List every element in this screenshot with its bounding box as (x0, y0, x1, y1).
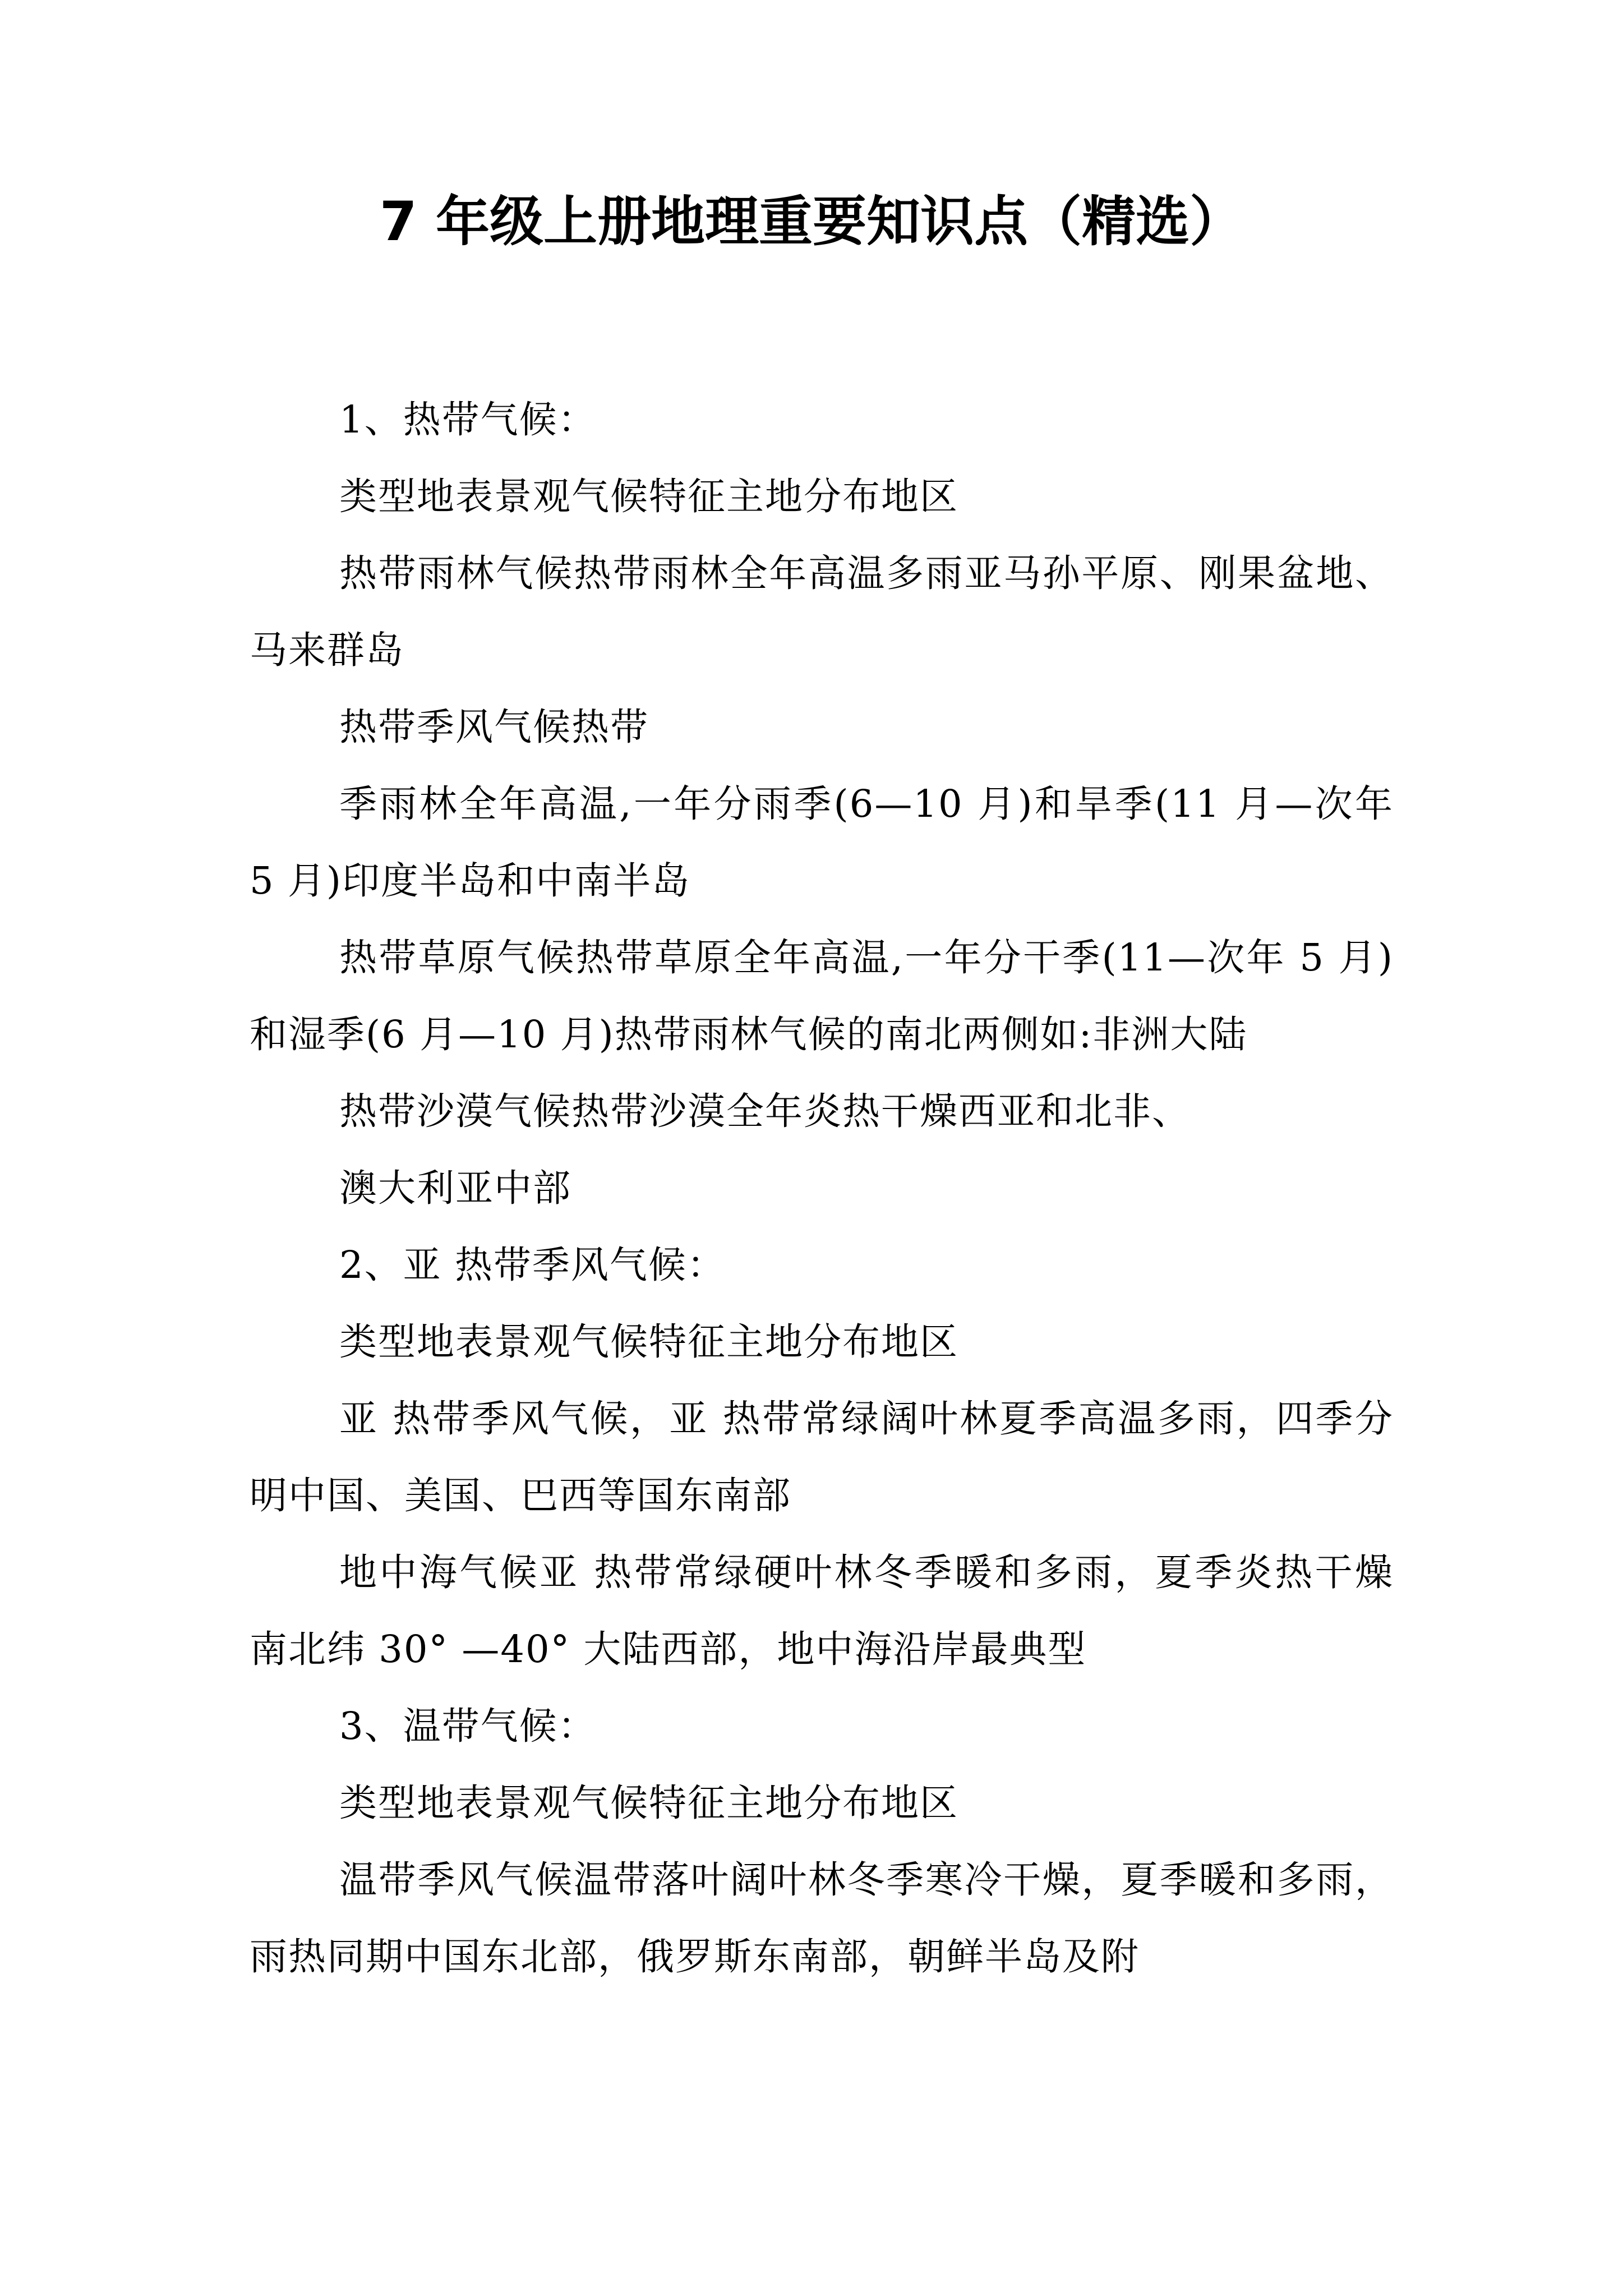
paragraph: 类型地表景观气候特征主地分布地区 (339, 475, 958, 518)
paragraph: 热带季风气候热带 (339, 705, 649, 749)
paragraph: 3、温带气候： (339, 1704, 597, 1748)
paragraph: 温带季风气候温带落叶阔叶林冬季寒冷干燥，夏季暖和多雨，雨热同期中国东北部，俄罗斯东南部，朝鲜半岛及附 (250, 1858, 1394, 1978)
paragraph: 亚 热带季风气候，亚 热带常绿阔叶林夏季高温多雨，四季分明中国、美国、巴西等国东南部 (250, 1397, 1394, 1517)
paragraph: 2、亚 热带季风气候： (339, 1243, 726, 1287)
paragraph: 热带雨林气候热带雨林全年高温多雨亚马孙平原、刚果盆地、马来群岛 (250, 551, 1394, 672)
document-body (250, 381, 1394, 1995)
paragraph: 热带草原气候热带草原全年高温,一年分干季(11—次年 5 月)和湿季(6 月—10 月)热带雨林气候的南北两侧如:非洲大陆 (250, 936, 1394, 1056)
paragraph: 澳大利亚中部 (339, 1166, 571, 1210)
paragraph: 季雨林全年高温,一年分雨季(6—10 月)和旱季(11 月—次年 5 月)印度半岛和中南半岛 (250, 782, 1394, 903)
paragraph: 地中海气候亚 热带常绿硬叶林冬季暖和多雨，夏季炎热干燥南北纬 30° —40° 大陆西部，地中海沿岸最典型 (250, 1550, 1394, 1671)
paragraph: 类型地表景观气候特征主地分布地区 (339, 1781, 958, 1825)
paragraph: 热带沙漠气候热带沙漠全年炎热干燥西亚和北非、 (339, 1089, 1191, 1133)
document-title: 7 年级上册地理重要知识点（精选） (379, 190, 1244, 253)
paragraph: 类型地表景观气候特征主地分布地区 (339, 1320, 958, 1364)
paragraph: 1、热带气候： (339, 398, 597, 441)
